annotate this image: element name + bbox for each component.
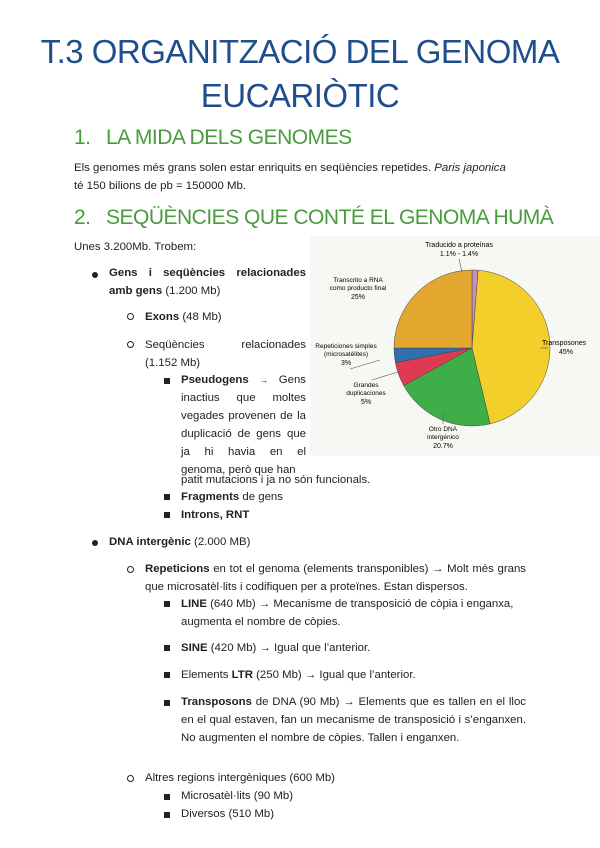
sine-item [181,639,370,657]
value-transposones: 45% [558,349,574,356]
intergenic-size: (2.000 MB) [190,536,251,548]
intergenic-item [109,533,250,551]
label-otro-1: Otro DNA [428,426,458,433]
transposons-label: Transposons [181,696,252,708]
section-1-paragraph [74,159,526,195]
line-text: (640 Mb) → Mecanisme de transposició de còpia i enganxa, augmenta el nombre de còpies. [181,598,514,628]
bullet-square-icon [164,494,170,500]
section-2-number: 2. [74,206,91,229]
repeticions-label: Repeticions [145,563,210,575]
bullet-circle-icon [127,775,134,782]
label-grandes-2: duplicaciones [346,390,386,397]
line-item [181,595,526,631]
gens-label: Gens i seqüències relacionades amb gens [109,267,306,297]
section-1-title: LA MIDA DELS GENOMES [106,126,352,149]
pseudogens-text: Gens inactius que moltes vegades provenen de la duplicació de gens que ja hi havia en el genoma, però que han [181,374,306,476]
section-2-title: SEQÜÈNCIES QUE CONTÉ EL GENOMA HUMÀ [106,206,554,229]
altres-item: Altres regions intergèniques (600 Mb) [145,772,335,784]
value-otro: 20.7% [433,443,453,450]
value-traducido: 1.1% - 1.4% [439,251,479,258]
bullet-square-icon [164,378,170,384]
bullet-circle-icon [127,341,134,348]
label-grandes-1: Grandes [353,382,379,389]
exons-item [145,308,222,326]
seq-rel-item: Seqüències relacionades (1.152 Mb) [145,339,306,369]
bullet-square-icon [164,700,170,706]
label-traducido: Traducido a proteínas [425,242,493,249]
gens-size: (1.200 Mb) [162,285,221,297]
bullet-square-icon [164,812,170,818]
bullet-square-icon [164,672,170,678]
diversos-item: Diversos (510 Mb) [181,808,275,820]
bullet-square-icon [164,512,170,518]
exons-size: (48 Mb) [179,311,222,323]
repeticions-item [145,560,526,596]
section-1-number: 1. [74,126,91,149]
pseudogens-item [181,371,306,479]
sine-text: (420 Mb) → Igual que l’anterior. [207,642,371,654]
bullet-circle-icon [127,566,134,573]
ltr-label: LTR [231,669,253,681]
ltr-item [181,666,416,684]
title-line-1: T.3 ORGANITZACIÓ DEL GENOMA [40,33,560,70]
introns-item: Introns, RNT [181,509,250,521]
section-1-text-a: Els genomes més grans solen estar enriquits en seqüències repetides. [74,162,435,174]
line-label: LINE [181,598,207,610]
label-transcrito-2: como producto final [329,285,387,292]
bullet-circle-icon [127,313,134,320]
pseudogens-cont: patit mutacions i ja no són funcionals. [181,474,371,486]
label-otro-2: intergénico [427,434,459,441]
bullet-dot-icon [92,540,98,546]
section-2-heading [74,206,553,230]
section-1-text-b: té 150 bilions de pb = 150000 Mb. [74,180,246,192]
bullet-square-icon [164,601,170,607]
fragments-text: de gens [239,491,283,503]
transposons-text: de DNA (90 Mb) → Elements que es tallen en el lloc en el qual estaven, fan un mecanisme de transposició i s’enganxen. No augmenten el nombre de còpies. Tallen i enganxen. [181,696,526,744]
section-1-species: Paris japonica [434,162,506,174]
gens-item [109,264,306,300]
title-line-2: EUCARIÒTIC [200,77,400,114]
arrow-icon: → [259,375,269,385]
genome-pie-chart [310,236,600,456]
fragments-item [181,488,283,506]
section-1-heading [74,126,352,150]
value-repeticiones: 3% [340,360,352,367]
transposons-item [181,693,526,747]
sine-label: SINE [181,642,208,654]
fragments-label: Fragments [181,491,240,503]
bullet-dot-icon [92,272,98,278]
bullet-square-icon [164,645,170,651]
ltr-text: (250 Mb) → Igual que l’anterior. [252,669,416,681]
label-transcrito-1: Transcrito a RNA [333,277,383,284]
bullet-square-icon [164,794,170,800]
microsatellits-item: Microsatèl·lits (90 Mb) [181,790,294,802]
repeticions-text: en tot el genoma (elements transponibles) → Molt més grans que microsatèl·lits i codifiquen per a proteïnes. Estan dispersos. [145,563,526,593]
label-transposones: Transposones [542,340,587,347]
value-transcrito: 25% [350,294,366,301]
pseudogens-label: Pseudogens [181,374,249,386]
section-2-intro: Unes 3.200Mb. Trobem: [74,241,197,253]
ltr-prefix: Elements [181,669,232,681]
label-repeticiones-2: (microsatélites) [323,351,369,358]
label-repeticiones-1: Repeticiones simples [315,343,377,350]
value-grandes: 5% [360,399,372,406]
page-title [0,30,600,118]
intergenic-label: DNA intergènic [109,536,191,548]
exons-label: Exons [145,311,180,323]
